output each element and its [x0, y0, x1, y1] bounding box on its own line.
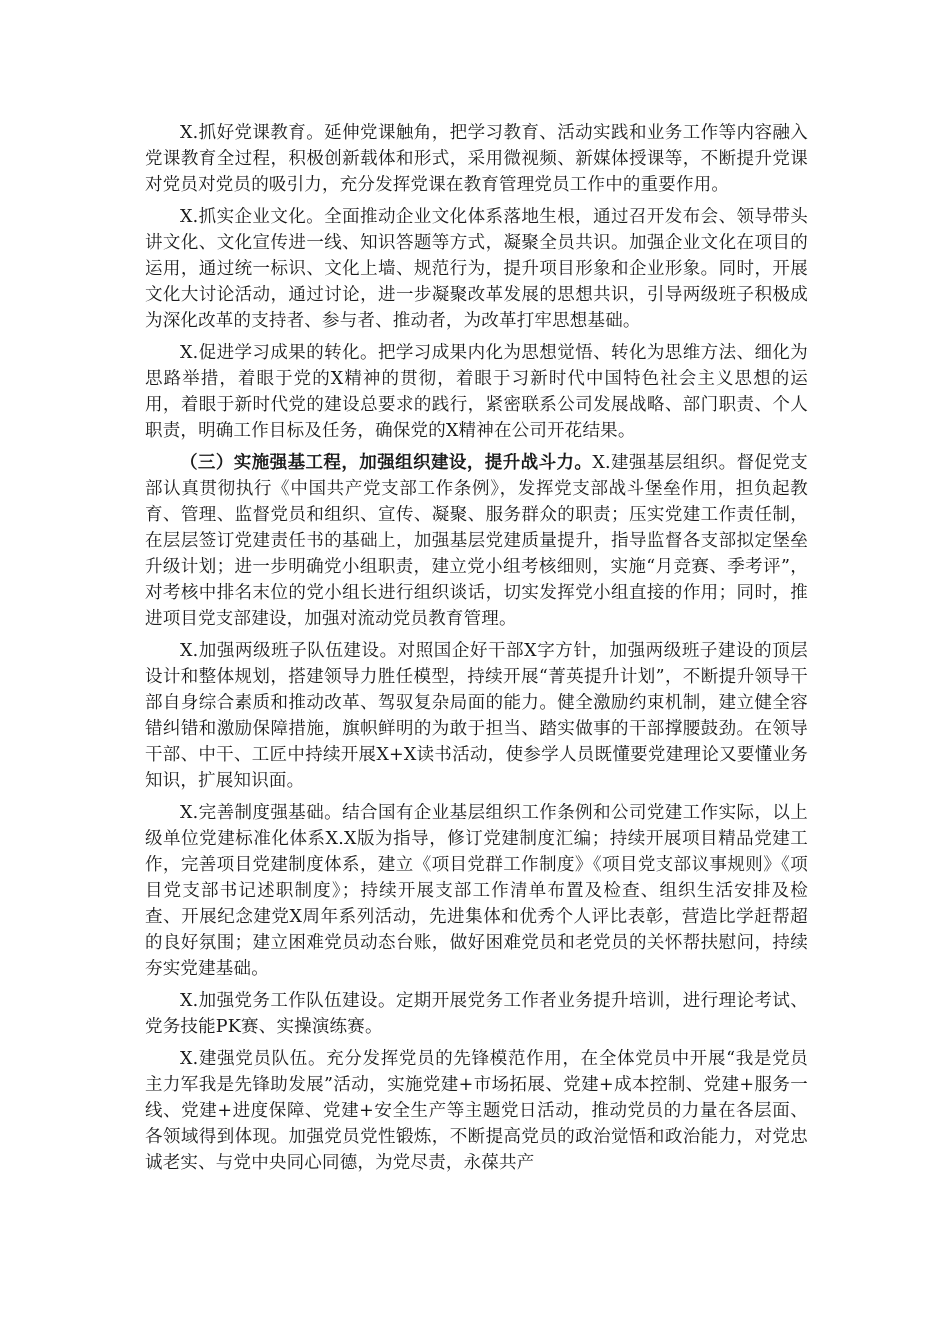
paragraph-institution-building — [145, 800, 808, 982]
paragraph-text: X.建强基层组织。督促党支部认真贯彻执行《中国共产党支部工作条例》，发挥党支部战斗堡垒作用，担负起教育、管理、监督党员和组织、宣传、凝聚、服务群众的职责；压实党建工作责任制，在层层签订党建责任书的基础上，加强基层党建质量提升，指导监督各支部拟定堡垒升级计划；进一步明确党小组职责，建立党小组考核细则，实施“月竞赛、季考评”，对考核中排名末位的党小组长进行组织谈话，切实发挥党小组直接的作用；同时，推进项目党支部建设，加强对流动党员教育管理。 — [145, 453, 808, 629]
document-body — [145, 120, 808, 1182]
paragraph-grassroots-organization — [145, 450, 808, 632]
paragraph-text: X.建强党员队伍。充分发挥党员的先锋模范作用，在全体党员中开展“我是党员主力军我是先锋助发展”活动，实施党建+市场拓展、党建+成本控制、党建+服务一线、党建+进度保障、党建+安全生产等主题党日活动，推动党员的力量在各层面、各领域得到体现。加强党员党性锻炼，不断提高党员的政治觉悟和政治能力，对党忠诚老实、与党中央同心同德，为党尽责，永葆共产 — [145, 1049, 808, 1173]
paragraph-text: X.加强两级班子队伍建设。对照国企好干部X字方针，加强两级班子建设的顶层设计和整体规划，搭建领导力胜任模型，持续开展“菁英提升计划”，不断提升领导干部自身综合素质和推动改革、驾驭复杂局面的能力。健全激励约束机制，建立健全容错纠错和激励保障措施，旗帜鲜明的为敢于担当、踏实做事的干部撑腰鼓劲。在领导干部、中干、工匠中持续开展X+X读书活动，使参学人员既懂要党建理论又要懂业务知识，扩展知识面。 — [145, 641, 808, 791]
paragraph-learning-outcomes — [145, 340, 808, 444]
paragraph-party-members — [145, 1046, 808, 1176]
paragraph-party-lecture — [145, 120, 808, 198]
paragraph-text: X.促进学习成果的转化。把学习成果内化为思想觉悟、转化为思维方法、细化为思路举措，着眼于党的X精神的贯彻，着眼于习新时代中国特色社会主义思想的运用，着眼于新时代党的建设总要求的践行，紧密联系公司发展战略、部门职责、个人职责，明确工作目标及任务，确保党的X精神在公司开花结果。 — [145, 343, 808, 441]
section-heading: （三）实施强基工程，加强组织建设，提升战斗力。 — [180, 453, 593, 473]
paragraph-corporate-culture — [145, 204, 808, 334]
paragraph-text: X.加强党务工作队伍建设。定期开展党务工作者业务提升培训，进行理论考试、党务技能PK赛、实操演练赛。 — [145, 991, 808, 1037]
paragraph-text: X.完善制度强基础。结合国有企业基层组织工作条例和公司党建工作实际，以上级单位党建标准化体系X.X版为指导，修订党建制度汇编；持续开展项目精品党建工作，完善项目党建制度体系，建立《项目党群工作制度》《项目党支部议事规则》《项目党支部书记述职制度》；持续开展支部工作清单布置及检查、组织生活安排及检查、开展纪念建党X周年系列活动，先进集体和优秀个人评比表彰，营造比学赶帮超的良好氛围；建立困难党员动态台账，做好困难党员和老党员的关怀帮扶慰问，持续夯实党建基础。 — [145, 803, 808, 979]
paragraph-text: X.抓好党课教育。延伸党课触角，把学习教育、活动实践和业务工作等内容融入党课教育全过程，积极创新载体和形式，采用微视频、新媒体授课等，不断提升党课对党员对党员的吸引力，充分发挥党课在教育管理党员工作中的重要作用。 — [145, 123, 808, 195]
paragraph-party-affairs-team — [145, 988, 808, 1040]
paragraph-text: X.抓实企业文化。全面推动企业文化体系落地生根，通过召开发布会、领导带头讲文化、文化宣传进一线、知识答题等方式，凝聚全员共识。加强企业文化在项目的运用，通过统一标识、文化上墙、规范行为，提升项目形象和企业形象。同时，开展文化大讨论活动，通过讨论，进一步凝聚改革发展的思想共识，引导两级班子积极成为深化改革的支持者、参与者、推动者，为改革打牢思想基础。 — [145, 207, 808, 331]
paragraph-leadership-team — [145, 638, 808, 794]
